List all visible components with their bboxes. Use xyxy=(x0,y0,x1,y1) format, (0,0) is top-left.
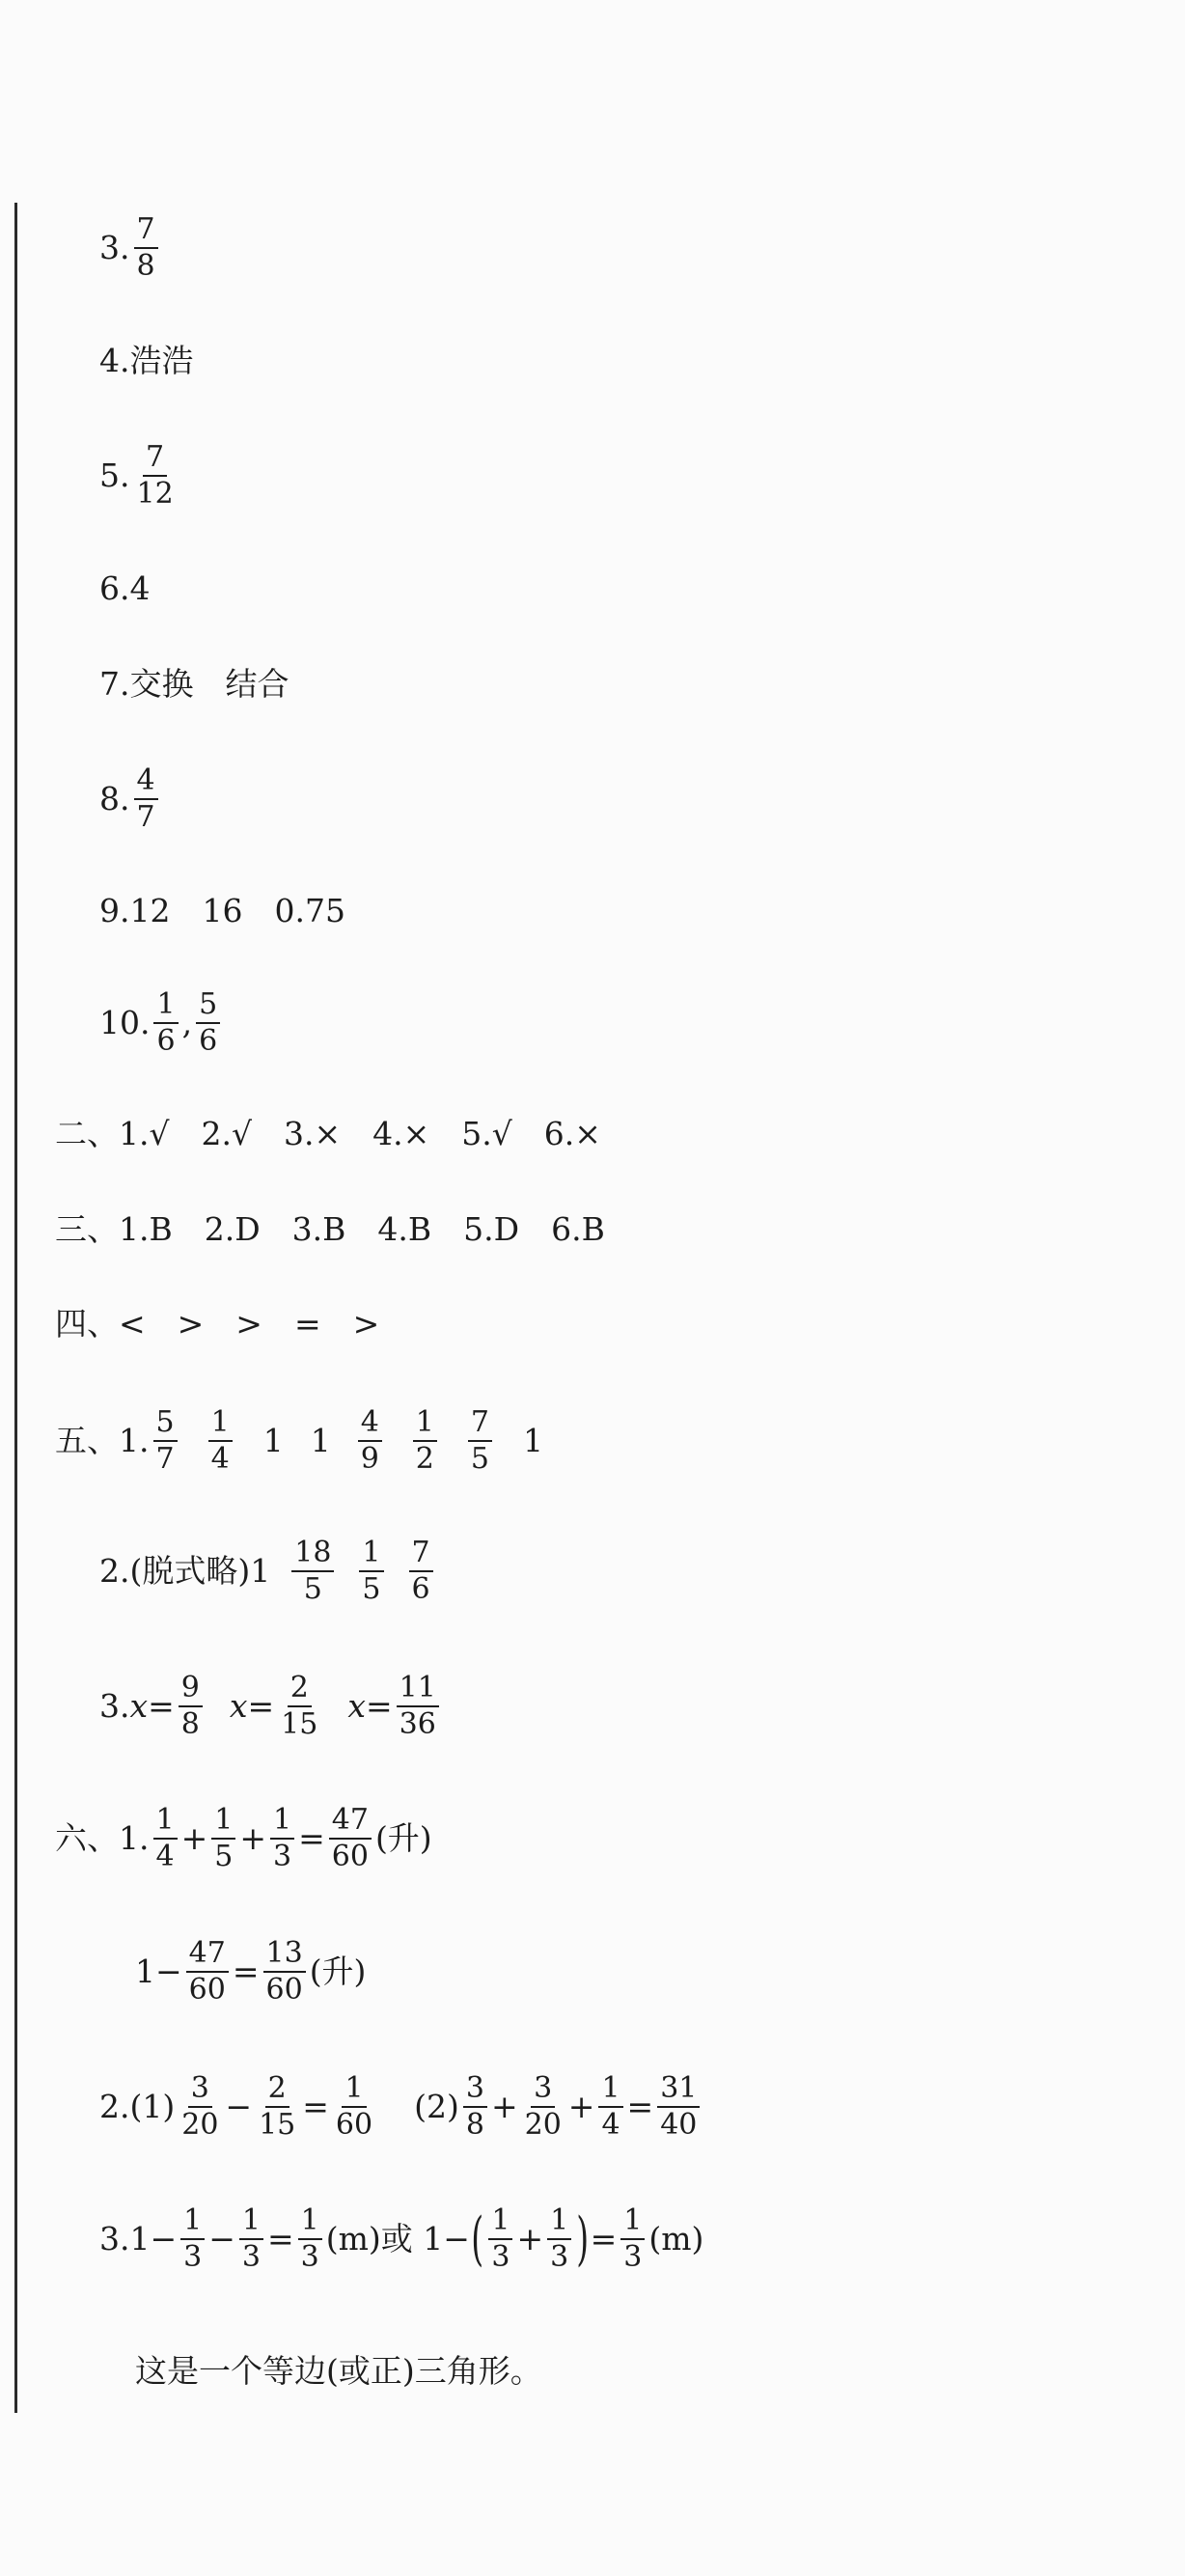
plus-sign: + xyxy=(516,2220,544,2257)
fraction: $\frac{9}{8}$ xyxy=(179,1673,203,1739)
answer-text: 9.12 16 0.75 xyxy=(99,892,345,929)
item-number: 3. xyxy=(99,1687,130,1725)
fraction: $\frac{1}{6}$ xyxy=(153,989,178,1056)
equals-sign: = xyxy=(232,1953,260,1990)
answer-text: 6.4 xyxy=(99,569,151,607)
fraction: $\frac{7}{6}$ xyxy=(409,1537,433,1604)
equals-sign: = xyxy=(590,2220,618,2257)
plus-sign: + xyxy=(567,2088,595,2125)
fraction: $\frac{1}{4}$ xyxy=(598,2073,622,2140)
margin-rule xyxy=(14,203,17,2413)
answer-item-3 xyxy=(99,214,162,281)
fraction: $\frac{1}{3}$ xyxy=(180,2205,205,2272)
fraction: $\frac{5}{6}$ xyxy=(196,989,220,1056)
fraction: $\frac{1}{3}$ xyxy=(620,2205,645,2272)
fraction: $\frac{1}{4}$ xyxy=(153,1805,178,1871)
equals-sign: = xyxy=(298,1819,325,1857)
item-label: 2.(脱式略)1 xyxy=(99,1552,271,1590)
unit: (m) xyxy=(648,2220,704,2257)
item-number: 5. xyxy=(99,457,130,494)
fraction: $\frac{13}{60}$ xyxy=(263,1938,306,2005)
answer-item-7 xyxy=(99,665,289,703)
variable: x xyxy=(129,1687,149,1725)
fraction: $\frac{1}{2}$ xyxy=(413,1407,437,1474)
section-5-q2 xyxy=(99,1537,437,1604)
answer-text: 四、< > > = > xyxy=(55,1305,380,1343)
minus-sign: − xyxy=(225,2088,253,2125)
fraction: $\frac{3}{20}$ xyxy=(181,2071,219,2142)
fraction: $\frac{1}{3}$ xyxy=(547,2205,571,2272)
section-6-q1-line2 xyxy=(135,1938,366,2005)
fraction: $\frac{1}{5}$ xyxy=(211,1805,235,1871)
fraction: $\frac{18}{5}$ xyxy=(291,1537,334,1604)
item-label: (2) xyxy=(414,2088,459,2125)
unit: (升) xyxy=(374,1819,432,1857)
section-6-q3 xyxy=(99,2205,703,2272)
answer-value: 1 xyxy=(262,1422,284,1459)
answer-item-4 xyxy=(99,342,194,379)
section-2-answers xyxy=(55,1115,601,1152)
answer-item-6 xyxy=(99,569,151,607)
answer-text: 二、1.√ 2.√ 3.× 4.× 5.√ 6.× xyxy=(55,1115,601,1152)
fraction: $\frac{4}{9}$ xyxy=(358,1407,382,1474)
equals-sign: = xyxy=(247,1687,275,1725)
fraction: $\frac{1}{60}$ xyxy=(335,2071,373,2142)
section-4-answers xyxy=(55,1305,380,1343)
answer-text: 4.浩浩 xyxy=(99,342,194,379)
answer-item-9 xyxy=(99,892,345,929)
section-label: 五、1. xyxy=(55,1422,150,1459)
fraction: $\frac{1}{3}$ xyxy=(298,2205,322,2272)
fraction: $\frac{1}{5}$ xyxy=(359,1537,383,1604)
fraction: $\frac{7}{8}$ xyxy=(134,214,158,281)
plus-sign: + xyxy=(490,2088,518,2125)
section-label: 六、1. xyxy=(55,1819,150,1857)
variable: x xyxy=(347,1687,366,1725)
fraction: $\frac{7}{12}$ xyxy=(136,440,174,511)
minus-sign: − xyxy=(208,2220,235,2257)
fraction: $\frac{11}{36}$ xyxy=(397,1673,439,1739)
answer-value: 1 xyxy=(310,1422,331,1459)
equals-sign: = xyxy=(365,1687,393,1725)
fraction: $\frac{1}{3}$ xyxy=(270,1805,294,1871)
expression-text: (m)或 1− xyxy=(325,2220,470,2257)
fraction: $\frac{47}{60}$ xyxy=(186,1938,229,2005)
item-number: 10. xyxy=(99,1004,151,1041)
note-text: 这是一个等边(或正)三角形。 xyxy=(135,2352,542,2390)
fraction: $\frac{1}{3}$ xyxy=(239,2205,263,2272)
fraction: $\frac{31}{40}$ xyxy=(657,2073,700,2140)
section-6-q2 xyxy=(99,2073,703,2140)
fraction: $\frac{2}{15}$ xyxy=(259,2071,296,2142)
section-6-q1-line1 xyxy=(55,1805,432,1871)
section-6-note xyxy=(135,2352,542,2390)
fraction: $\frac{3}{8}$ xyxy=(463,2073,487,2140)
equals-sign: = xyxy=(302,2088,329,2125)
fraction: $\frac{7}{5}$ xyxy=(468,1407,492,1474)
fraction: $\frac{1}{4}$ xyxy=(208,1407,233,1474)
answer-item-10 xyxy=(99,989,224,1056)
item-label: 2.(1) xyxy=(99,2088,176,2125)
fraction: $\frac{5}{7}$ xyxy=(153,1407,178,1474)
comma: , xyxy=(181,1004,193,1041)
expression-lead: 1− xyxy=(135,1953,182,1990)
section-5-q1 xyxy=(55,1407,543,1474)
item-number: 8. xyxy=(99,780,130,817)
left-paren: ( xyxy=(471,2204,484,2273)
answer-text: 三、1.B 2.D 3.B 4.B 5.D 6.B xyxy=(55,1210,605,1248)
answer-value: 1 xyxy=(522,1422,543,1459)
answer-item-8 xyxy=(99,765,162,832)
variable: x xyxy=(229,1687,248,1725)
plus-sign: + xyxy=(180,1819,208,1857)
fraction: $\frac{2}{15}$ xyxy=(281,1671,318,1741)
fraction: $\frac{47}{60}$ xyxy=(329,1805,372,1871)
section-3-answers xyxy=(55,1210,605,1248)
equals-sign: = xyxy=(266,2220,294,2257)
unit: (升) xyxy=(309,1953,367,1990)
fraction: $\frac{4}{7}$ xyxy=(134,765,158,832)
equals-sign: = xyxy=(148,1687,175,1725)
right-paren: ) xyxy=(576,2204,590,2273)
fraction: $\frac{1}{3}$ xyxy=(488,2205,512,2272)
section-5-q3 xyxy=(99,1673,443,1739)
answer-text: 7.交换 结合 xyxy=(99,665,289,703)
equals-sign: = xyxy=(626,2088,654,2125)
plus-sign: + xyxy=(239,1819,266,1857)
fraction: $\frac{3}{20}$ xyxy=(524,2071,562,2142)
item-label: 3.1− xyxy=(99,2220,178,2257)
answer-item-5 xyxy=(99,442,180,509)
item-number: 3. xyxy=(99,229,130,266)
